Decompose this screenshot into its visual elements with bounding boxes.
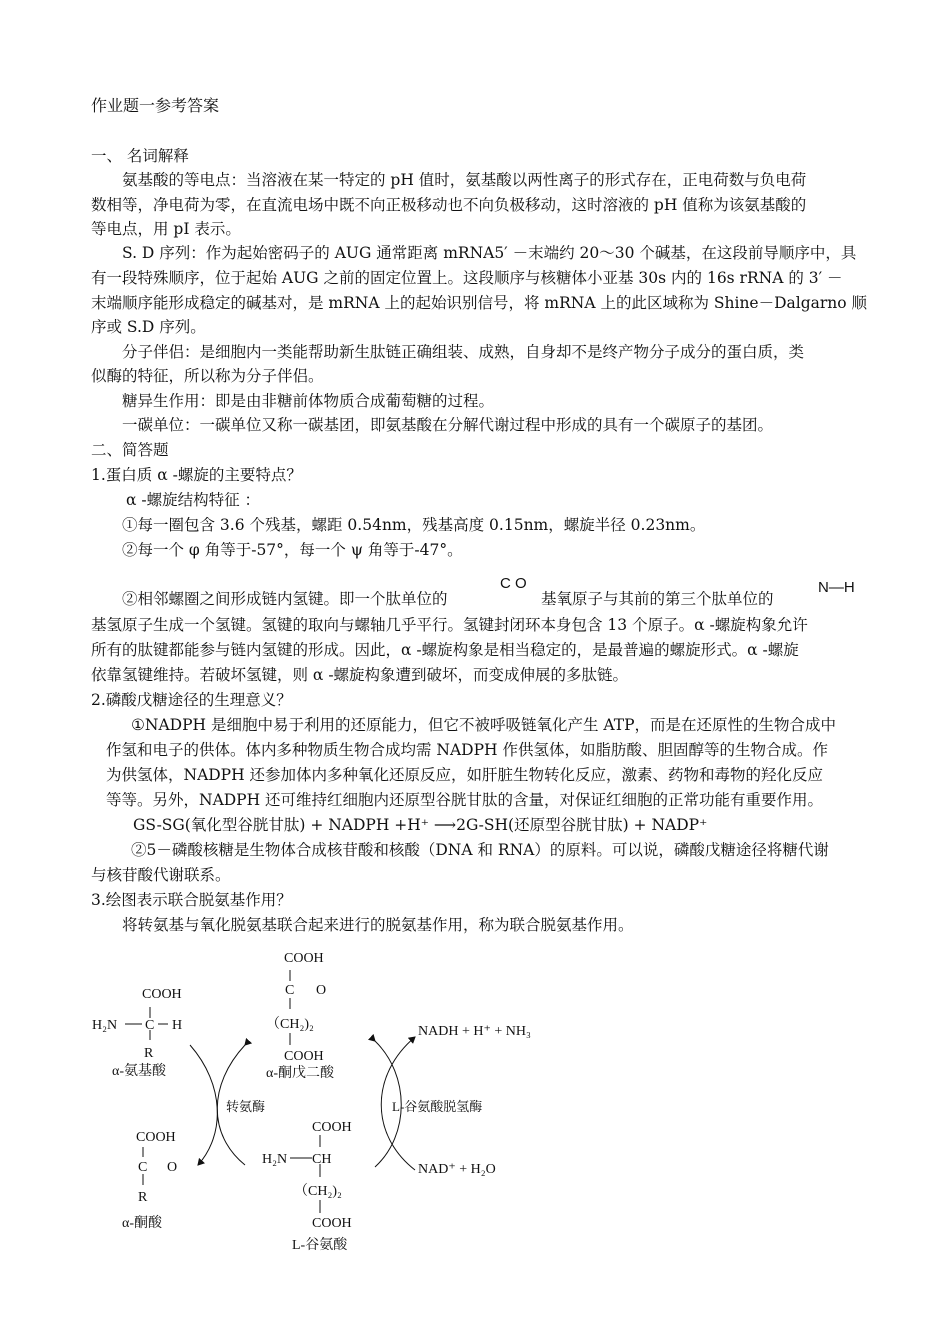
paragraph-line: 一碳单位：一碳单位又称一碳基团，即氨基酸在分解代谢过程中形成的具有一个碳原子的基团。 [122,416,774,434]
o-label: O [167,1160,178,1175]
paragraph-line: α -螺旋结构特征 ： [126,491,261,509]
paragraph-line: 序或 S.D 序列。 [91,318,206,336]
paragraph-line: ①NADPH 是细胞中易于利用的还原能力，但它不被呼吸链氧化产生 ATP，而是在还原性的生物合成中 [131,716,836,734]
paragraph-line: 与核苷酸代谢联系。 [91,866,231,884]
cooh-label: COOH [312,1120,352,1135]
h2n-label: H₂N [262,1152,288,1167]
paragraph-line: S. D 序列：作为起始密码子的 AUG 通常距离 mRNA5′ －末端约 20～30 个碱基，在这段前导顺序中，具 [122,244,857,262]
carbonyl-group-label: C O [500,575,527,592]
paragraph-line: ②每一个 φ 角等于-57°，每一个 ψ 角等于-47°。 [122,541,463,559]
nadh-label: NADH + H⁺ + NH₃ [418,1024,531,1039]
h2n-label: H₂N [92,1018,118,1033]
section-heading-short-answer: 二、简答题 [91,441,169,459]
paragraph-line: 基氢原子生成一个氢键。氢键的取向与螺轴几乎平行。氢键封闭环本身包含 13 个原子。α -螺旋构象允许 [91,616,808,634]
ch2-label: （CH₂)₂ [294,1184,342,1199]
cooh-label: COOH [284,951,324,966]
paragraph-line: 所有的肽键都能参与链内氢键的形成。因此，α -螺旋构象是相当稳定的，是最普遍的螺旋形式。α -螺旋 [91,641,799,659]
paragraph-line: 等电点，用 pI 表示。 [91,220,241,238]
combined-deamination-diagram [80,935,600,1265]
paragraph-line: 有一段特殊顺序，位于起始 AUG 之前的固定位置上。这段顺序与核糖体小亚基 30s 内的 16s rRNA 的 3′ － [91,269,843,287]
h-label: H [172,1018,183,1033]
paragraph-line: 末端顺序能形成稳定的碱基对，是 mRNA 上的起始识别信号，将 mRNA 上的此区域称为 Shine－Dalgarno 顺 [91,294,868,312]
c-label: C [138,1160,148,1175]
paragraph-line: ②相邻螺圈之间形成链内氢键。即一个肽单位的 [122,590,448,608]
cooh-label: COOH [312,1216,352,1231]
paragraph-line: 作氢和电子的供体。体内多种物质生物合成均需 NADPH 作供氢体，如脂肪酸、胆固醇等的生物合成。作 [106,741,828,759]
r-label: R [144,1046,154,1061]
nad-label: NAD⁺ + H₂O [418,1162,496,1177]
transaminase-label: 转氨酶 [226,1099,266,1114]
alpha-keto-acid-label: α-酮酸 [122,1216,162,1231]
cooh-label: COOH [136,1130,176,1145]
c-label: C [285,983,295,998]
ch2-label: （CH₂)₂ [266,1017,314,1032]
l-glutamate-label: L-谷氨酸 [292,1238,348,1253]
paragraph-line: ②5－磷酸核糖是生物体合成核苷酸和核酸（DNA 和 RNA）的原料。可以说，磷酸戊糖途径将糖代谢 [131,841,829,859]
paragraph-line: 似酶的特征，所以称为分子伴侣。 [91,367,324,385]
reaction-equation: GS-SG(氧化型谷胱甘肽) + NADPH +H⁺ ⟶2G-SH(还原型谷胱甘肽) + NADP⁺ [133,816,708,834]
amine-group-label: N—H [818,579,855,596]
alpha-amino-acid-label: α-氨基酸 [112,1064,166,1079]
paragraph-line: 基氧原子与其前的第三个肽单位的 [541,590,774,608]
r-label: R [138,1190,148,1205]
glutamate-dehydrogenase-label: L-谷氨酸脱氢酶 [392,1099,483,1114]
paragraph-line: 氨基酸的等电点：当溶液在某一特定的 pH 值时，氨基酸以两性离子的形式存在，正电荷数与负电荷 [122,171,807,189]
question-1: 1.蛋白质 α -螺旋的主要特点？ [91,466,302,484]
section-heading-definitions: 一、 名词解释 [91,147,189,165]
cooh-label: COOH [142,987,182,1002]
question-3: 3.绘图表示联合脱氨基作用？ [91,891,292,909]
paragraph-line: 分子伴侣：是细胞内一类能帮助新生肽链正确组装、成熟，自身却不是终产物分子成分的蛋白质，类 [122,343,805,361]
paragraph-line: 等等。另外，NADPH 还可维持红细胞内还原型谷胱甘肽的含量，对保证红细胞的正常功能有重要作用。 [106,791,824,809]
c-label: C [145,1018,155,1033]
paragraph-line: 将转氨基与氧化脱氨基联合起来进行的脱氨基作用，称为联合脱氨基作用。 [122,916,634,934]
paragraph-line: 数相等，净电荷为零，在直流电场中既不向正极移动也不向负极移动，这时溶液的 pH 值称为该氨基酸的 [91,196,807,214]
question-2: 2.磷酸戊糖途径的生理意义？ [91,691,292,709]
paragraph-line: 依靠氢键维持。若破坏氢键，则 α -螺旋构象遭到破坏，而变成伸展的多肽链。 [91,666,629,684]
document-title: 作业题一参考答案 [91,96,220,115]
cooh-label: COOH [284,1049,324,1064]
paragraph-line: 糖异生作用：即是由非糖前体物质合成葡萄糖的过程。 [122,392,495,410]
o-label: O [316,983,327,998]
ch-label: CH [312,1152,332,1167]
paragraph-line: ①每一圈包含 3.6 个残基，螺距 0.54nm，残基高度 0.15nm，螺旋半径 0.23nm。 [122,516,706,534]
alpha-ketoglutarate-label: α-酮戊二酸 [266,1066,334,1081]
paragraph-line: 为供氢体，NADPH 还参加体内多种氧化还原反应，如肝脏生物转化反应，激素、药物和毒物的羟化反应 [106,766,824,784]
